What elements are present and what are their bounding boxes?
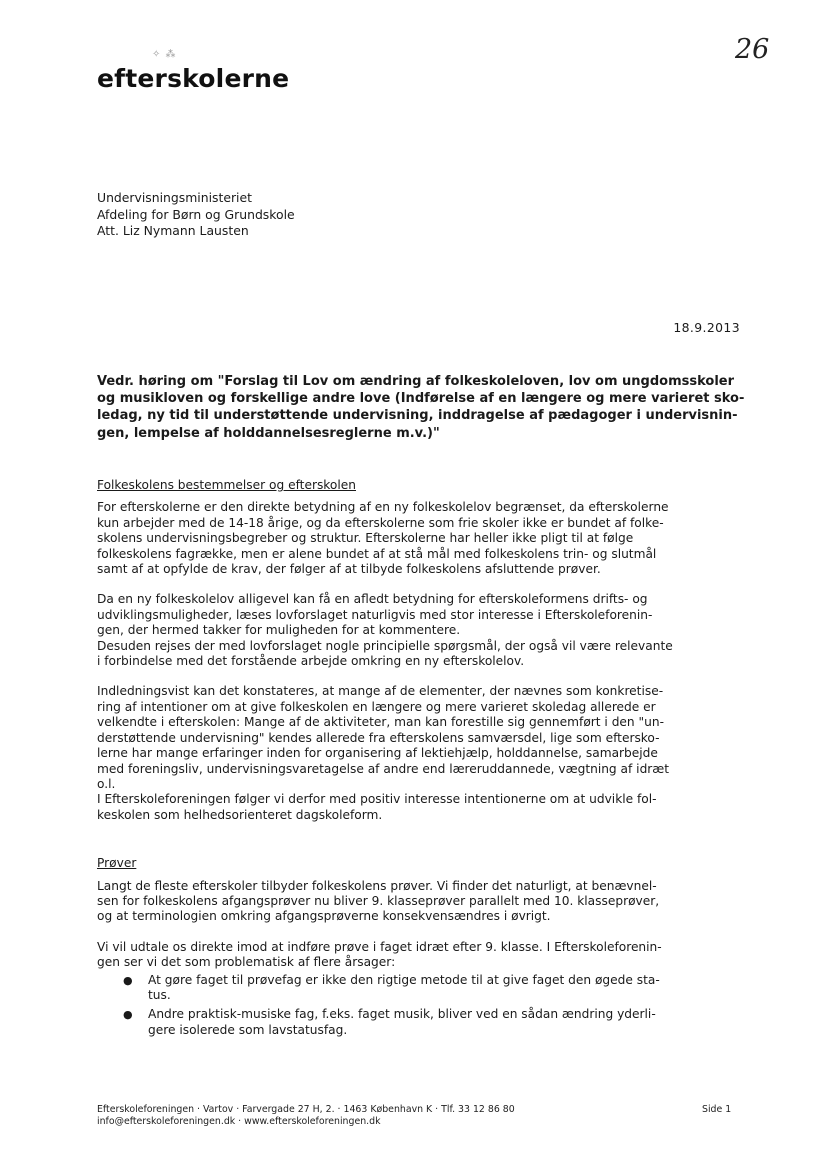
text-line: Andre praktisk-musiske fag, f.eks. faget musik, bliver ved en sådan ændring yderli- [148, 1007, 656, 1022]
footer-address: Efterskoleforeningen · Vartov · Farvergade 27 H, 2. · 1463 København K · Tlf. 33 12 86 80 [97, 1104, 515, 1115]
subject-line: ledag, ny tid til understøttende undervisning, inddragelse af pædagoger i undervisnin- [97, 408, 738, 424]
text-line: gere isolerede som lavstatusfag. [148, 1022, 348, 1037]
list-item [97, 973, 747, 1004]
text-line: skolens undervisningsbegreber og struktur. Efterskolerne har heller ikke pligt til at følge [97, 531, 634, 546]
text-line: o.l. [97, 776, 116, 791]
text-line: udviklingsmuligheder, læses lovforslaget naturligvis med stor interesse i Efterskoleforenin- [97, 607, 653, 622]
text-line: gen, der hermed takker for muligheden for at kommentere. [97, 623, 461, 638]
section-heading: Prøver [97, 856, 137, 871]
text-line: Vi vil udtale os direkte imod at indføre prøve i faget idræt efter 9. klasse. I Efterskoleforenin- [97, 939, 662, 954]
recipient-line: Afdeling for Børn og Grundskole [97, 206, 295, 222]
text-line: Langt de fleste efterskoler tilbyder folkeskolens prøver. Vi finder det naturligt, at benævnel- [97, 878, 657, 893]
subject-heading [97, 373, 745, 442]
text-line: kun arbejder med de 14-18 årige, og da efterskolerne som frie skoler ikke er bundet af folke- [97, 515, 664, 530]
text-line: Desuden rejses der med lovforslaget nogle principielle spørgsmål, der også vil være relevante [97, 638, 673, 653]
text-line: At gøre faget til prøvefag er ikke den rigtige metode til at give faget den øgede sta- [148, 972, 660, 987]
text-line: sen for folkeskolens afgangsprøver nu bliver 9. klasseprøver parallelt med 10. klasseprøver, [97, 893, 660, 908]
text-line: Indledningsvist kan det konstateres, at mange af de elementer, der nævnes som konkretise- [97, 684, 664, 699]
page-number: Side 1 [702, 1104, 732, 1115]
subject-line: og musikloven og forskellige andre love (Indførelse af en længere og mere varieret sko- [97, 391, 745, 407]
bullet-icon: ● [123, 1008, 133, 1022]
text-line: keskolen som helhedsorienteret dagskoleform. [97, 807, 383, 822]
recipient-line: Att. Liz Nymann Lausten [97, 223, 249, 239]
text-line: derstøttende undervisning" kendes allerede fra efterskolens samværsdel, lige som eftersko- [97, 730, 660, 745]
text-line: I Efterskoleforeningen følger vi derfor med positiv interesse intentionerne om at udvikle fol- [97, 792, 657, 807]
paragraph [97, 684, 747, 823]
logo-mark-icon: ✧ ⁂ [152, 49, 177, 60]
text-line: velkendte i efterskolen: Mange af de aktiviteter, man kan forestille sig gennemført i den "un- [97, 715, 664, 730]
footer-web: info@efterskoleforeningen.dk · www.efterskoleforeningen.dk [97, 1116, 381, 1128]
text-line: Da en ny folkeskolelov alligevel kan få en afledt betydning for efterskoleformens drifts- og [97, 592, 648, 607]
section-heading: Folkeskolens bestemmelser og efterskolen [97, 478, 356, 492]
paragraph [97, 500, 747, 577]
text-line: gen ser vi det som problematisk af flere årsager: [97, 955, 396, 970]
list-item [97, 1007, 747, 1038]
organization-logo: efterskolerne [97, 64, 290, 93]
text-line: og at terminologien omkring afgangsprøverne konsekvensændres i øvrigt. [97, 909, 551, 924]
text-line: i forbindelse med det forstående arbejde omkring en ny efterskolelov. [97, 654, 525, 669]
recipient-address [97, 190, 295, 240]
text-line: med foreningsliv, undervisningsvaretagelse af andre end læreruddannede, vægtning af idræt [97, 761, 670, 776]
letter-body [97, 478, 747, 1042]
text-line: folkeskolens fagrække, men er alene bundet af at stå mål med folkeskolens trin- og slutmål [97, 546, 657, 561]
footer-contact [97, 1104, 515, 1129]
text-line: ring af intentioner om at give folkeskolen en længere og mere varieret skoledag allerede er [97, 699, 656, 714]
paragraph [97, 879, 747, 925]
handwritten-page-number: 26 [735, 34, 770, 65]
bullet-list [97, 973, 747, 1039]
text-line: tus. [148, 987, 171, 1002]
text-line: lerne har mange erfaringer inden for organisering af lektiehjælp, holddannelse, samarbejde [97, 746, 658, 761]
paragraph [97, 592, 747, 669]
recipient-line: Undervisningsministeriet [97, 190, 252, 205]
letter-date: 18.9.2013 [673, 320, 740, 335]
paragraph [97, 940, 747, 971]
subject-line: gen, lempelse af holddannelsesreglerne m.v.)" [97, 425, 440, 441]
text-line: samt af at opfylde de krav, der følger af at tilbyde folkeskolens afsluttende prøver. [97, 562, 601, 577]
subject-line: Vedr. høring om "Forslag til Lov om ændring af folkeskoleloven, lov om ungdomsskoler [97, 374, 735, 389]
text-line: For efterskolerne er den direkte betydning af en ny folkeskolelov begrænset, da efterskolerne [97, 500, 669, 515]
bullet-icon: ● [123, 973, 133, 987]
